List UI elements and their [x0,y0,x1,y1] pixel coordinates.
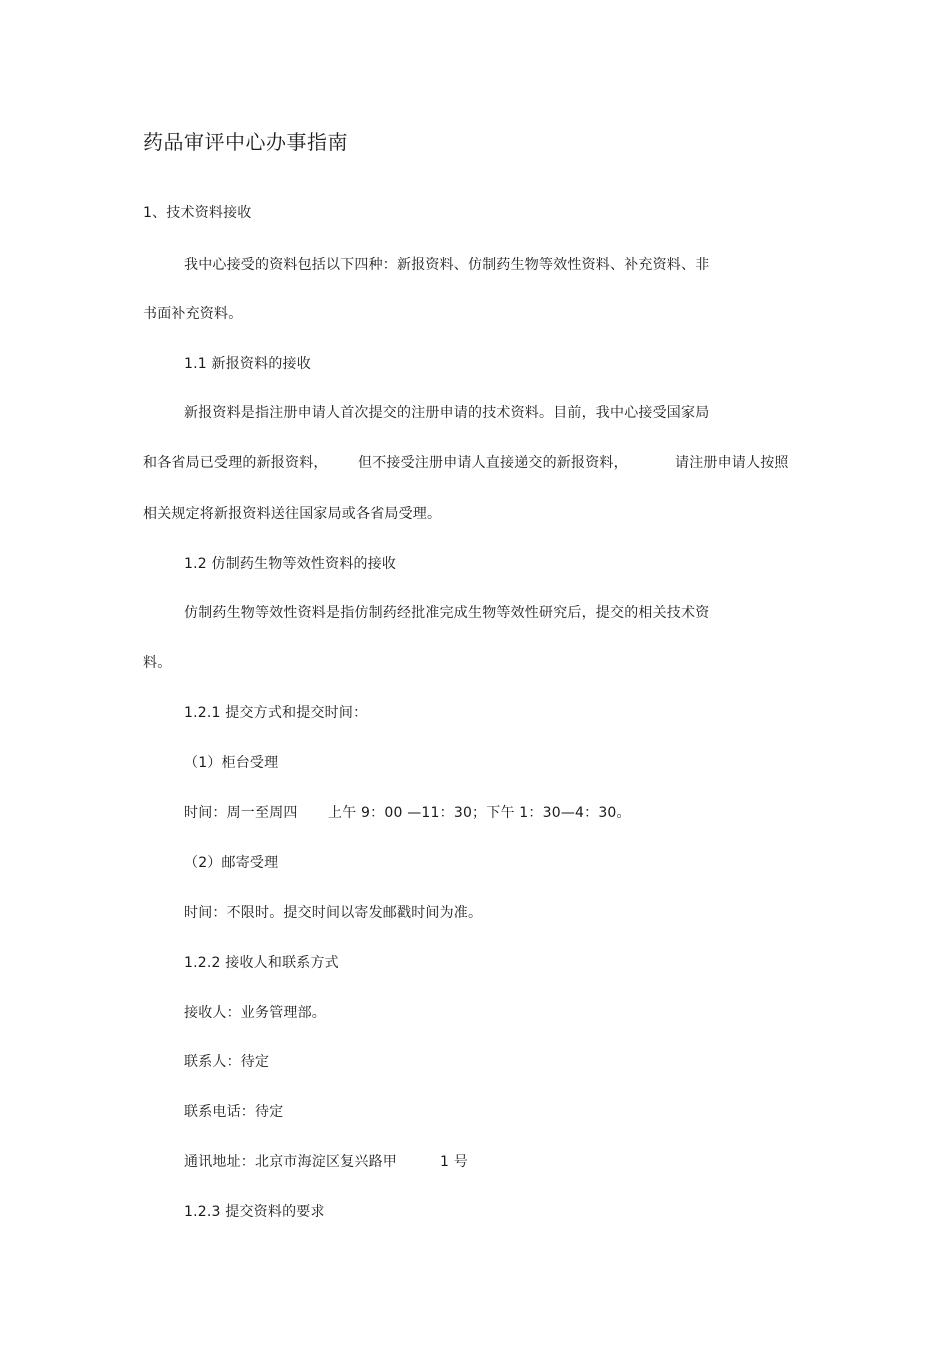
section-heading-1-1: 1.1 新报资料的接收 [184,356,311,372]
paragraph-line: 时间：不限时。提交时间以寄发邮戳时间为准。 [184,905,483,921]
address-line [184,1152,504,1172]
address-label: 通讯地址：北京市海淀区复兴路甲 [184,1154,397,1170]
paragraph-line: 仿制药生物等效性资料是指仿制药经批准完成生物等效性研究后，提交的相关技术资 [184,605,710,621]
section-heading-1-2-3: 1.2.3 提交资料的要求 [184,1204,325,1220]
paragraph-line: 新报资料是指注册申请人首次提交的注册申请的技术资料。目前，我中心接受国家局 [184,405,710,421]
list-item-mail: （2）邮寄受理 [184,855,279,871]
paragraph-segment: 请注册申请人按照 [675,455,789,471]
paragraph-line-split [143,453,803,473]
counter-time-label: 时间：周一至周四 [184,805,298,821]
counter-time-value: 上午 9：00 —11：30；下午 1：30—4：30。 [328,805,631,821]
section-heading-1-2-1: 1.2.1 提交方式和提交时间： [184,705,368,721]
paragraph-line: 相关规定将新报资料送往国家局或各省局受理。 [143,506,442,522]
paragraph-line: 书面补充资料。 [143,306,243,322]
counter-time-line [184,803,704,823]
paragraph-segment: 和各省局已受理的新报资料， [143,455,328,471]
phone-line: 联系电话：待定 [184,1104,284,1120]
receiver-line: 接收人：业务管理部。 [184,1005,326,1021]
section-heading-1: 1、技术资料接收 [143,205,252,221]
contact-line: 联系人：待定 [184,1054,270,1070]
address-value: 1 号 [440,1154,468,1170]
document-title: 药品审评中心办事指南 [143,130,348,154]
paragraph-line: 我中心接受的资料包括以下四种：新报资料、仿制药生物等效性资料、补充资料、非 [184,257,710,273]
paragraph-segment: 但不接受注册申请人直接递交的新报资料， [358,455,628,471]
paragraph-line: 料。 [143,655,172,671]
section-heading-1-2-2: 1.2.2 接收人和联系方式 [184,955,339,971]
list-item-counter: （1）柜台受理 [184,755,279,771]
section-heading-1-2: 1.2 仿制药生物等效性资料的接收 [184,556,397,572]
